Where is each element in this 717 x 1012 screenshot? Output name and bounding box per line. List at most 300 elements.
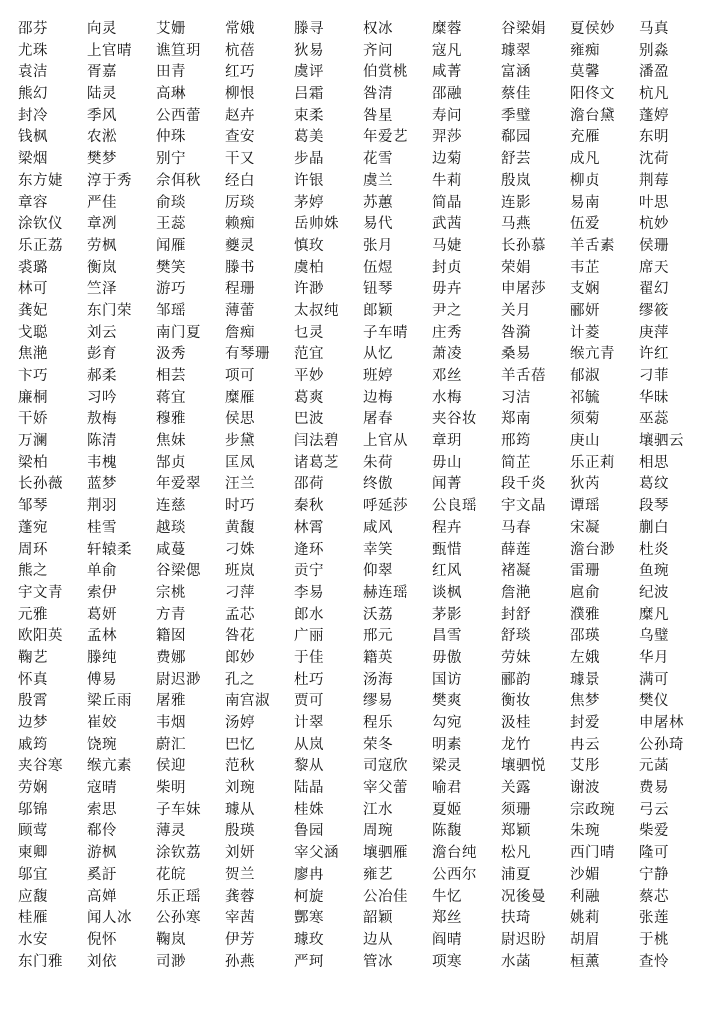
name-cell: 夹谷寒 [18, 758, 63, 775]
name-cell: 舒芸 [501, 151, 531, 168]
name-cell: 柳恨 [225, 86, 255, 103]
name-row [18, 344, 708, 366]
name-cell: 伍煜 [363, 259, 393, 276]
name-cell: 衡妆 [501, 693, 531, 710]
name-cell: 韦芷 [570, 259, 600, 276]
name-cell: 劳娴 [18, 780, 48, 797]
name-cell: 关露 [501, 780, 531, 797]
name-cell: 俞琰 [156, 194, 186, 211]
name-row [18, 193, 708, 215]
name-cell: 虞评 [294, 64, 324, 81]
name-cell: 杜炎 [639, 541, 669, 558]
name-cell: 荆羽 [87, 498, 117, 515]
name-cell: 焦妹 [156, 433, 186, 450]
name-cell: 司寇欣 [363, 758, 408, 775]
name-cell: 东方婕 [18, 172, 63, 189]
name-row [18, 19, 708, 41]
name-cell: 朱荷 [363, 454, 393, 471]
name-cell: 劳妹 [501, 649, 531, 666]
name-cell: 樊爽 [432, 693, 462, 710]
name-cell: 牛忆 [432, 888, 462, 905]
name-cell: 尉迟盼 [501, 931, 546, 948]
name-cell: 游枫 [87, 845, 117, 862]
name-cell: 鲁园 [294, 823, 324, 840]
name-cell: 郎妙 [225, 649, 255, 666]
name-cell: 咎清 [363, 86, 393, 103]
name-cell: 有琴珊 [225, 346, 270, 363]
name-cell: 马真 [639, 21, 669, 37]
name-cell: 扶琦 [501, 910, 531, 927]
name-cell: 万澜 [18, 433, 48, 450]
name-cell: 羊舌素 [570, 237, 615, 254]
name-row [18, 453, 708, 475]
name-cell: 终傲 [363, 476, 393, 493]
name-cell: 汪兰 [225, 476, 255, 493]
name-cell: 涂钦荔 [156, 845, 201, 862]
name-cell: 崔姣 [87, 715, 117, 731]
name-cell: 邵融 [432, 86, 462, 103]
name-cell: 缪筱 [639, 302, 669, 319]
name-cell: 东门荣 [87, 302, 132, 319]
name-cell: 咸风 [363, 519, 393, 536]
name-cell: 别淼 [639, 42, 669, 59]
name-cell: 郦韵 [501, 671, 531, 688]
name-cell: 严佳 [87, 194, 117, 211]
name-cell: 柴明 [156, 780, 186, 797]
name-cell: 红风 [432, 563, 462, 580]
name-cell: 须珊 [501, 801, 531, 818]
name-cell: 宋凝 [570, 519, 600, 536]
name-cell: 权冰 [363, 21, 393, 37]
name-cell: 葛妍 [87, 606, 117, 623]
name-cell: 闫法碧 [294, 433, 339, 450]
name-cell: 熊幻 [18, 86, 48, 103]
name-row [18, 843, 708, 865]
name-cell: 谷梁偲 [156, 563, 201, 580]
name-table [18, 19, 708, 973]
name-cell: 鞠岚 [156, 931, 186, 948]
name-cell: 韦槐 [87, 454, 117, 471]
name-cell: 岳帅姝 [294, 216, 339, 233]
name-cell: 桑易 [501, 346, 531, 363]
name-cell: 郦妍 [570, 302, 600, 319]
name-cell: 公西尔 [432, 866, 477, 883]
name-cell: 马燕 [501, 216, 531, 233]
name-cell: 闻雁 [156, 237, 186, 254]
name-cell: 雷珊 [570, 563, 600, 580]
name-cell: 项可 [225, 368, 255, 384]
name-cell: 左娥 [570, 649, 600, 666]
name-cell: 穆雅 [156, 411, 186, 428]
name-cell: 乜灵 [294, 324, 324, 341]
name-row [18, 930, 708, 952]
name-cell: 璩从 [225, 801, 255, 818]
name-cell: 庚萍 [639, 324, 669, 341]
name-row [18, 691, 708, 713]
name-cell: 高婵 [87, 888, 117, 905]
name-cell: 蓝梦 [87, 476, 117, 493]
name-cell: 富涵 [501, 64, 531, 81]
name-cell: 江水 [363, 801, 393, 818]
name-cell: 舒琰 [501, 628, 531, 645]
name-cell: 夔灵 [225, 237, 255, 254]
name-cell: 邬锦 [18, 801, 48, 818]
name-cell: 庚山 [570, 433, 600, 450]
name-cell: 葛美 [294, 129, 324, 146]
name-cell: 单俞 [87, 563, 117, 580]
name-cell: 樊仪 [639, 693, 669, 710]
name-cell: 朱琬 [570, 823, 600, 840]
name-cell: 习吟 [87, 389, 117, 406]
name-cell: 隆可 [639, 845, 669, 862]
name-cell: 仰翠 [363, 563, 393, 580]
name-cell: 马婕 [432, 237, 462, 254]
name-cell: 刘琬 [225, 780, 255, 797]
name-cell: 胡眉 [570, 931, 600, 948]
name-cell: 濮雅 [570, 606, 600, 623]
name-cell: 杭凡 [639, 86, 669, 103]
name-cell: 匡凤 [225, 454, 255, 471]
name-row [18, 735, 708, 757]
name-cell: 璩玫 [294, 931, 324, 948]
name-cell: 梁烟 [18, 151, 48, 168]
name-cell: 花皖 [156, 866, 186, 883]
name-cell: 壤驷云 [639, 433, 684, 450]
name-cell: 别宁 [156, 151, 186, 168]
name-cell: 边梅 [363, 389, 393, 406]
name-cell: 项寒 [432, 953, 462, 970]
name-cell: 酆寒 [294, 910, 324, 927]
name-cell: 闻人冰 [87, 910, 132, 927]
name-cell: 咎花 [225, 628, 255, 645]
name-cell: 杭蓓 [225, 42, 255, 59]
name-cell: 申屠林 [639, 715, 684, 731]
name-cell: 叶思 [639, 194, 669, 211]
name-cell: 蔡佳 [501, 86, 531, 103]
name-cell: 淳于秀 [87, 172, 132, 189]
name-cell: 充雁 [570, 129, 600, 146]
name-cell: 苏蕙 [363, 194, 393, 211]
name-cell: 邢筠 [501, 433, 531, 450]
name-cell: 饶琬 [87, 736, 117, 753]
name-cell: 东门雅 [18, 953, 63, 970]
name-cell: 巫蕊 [639, 411, 669, 428]
name-cell: 利融 [570, 888, 600, 905]
name-cell: 南宫淑 [225, 693, 270, 710]
name-cell: 咸蔓 [156, 541, 186, 558]
name-cell: 简芷 [501, 454, 531, 471]
name-cell: 薛莲 [501, 541, 531, 558]
name-cell: 程乐 [363, 715, 393, 731]
name-cell: 刘云 [87, 324, 117, 341]
name-cell: 糜雁 [225, 389, 255, 406]
name-cell: 薄蕾 [225, 302, 255, 319]
name-cell: 詹痴 [225, 324, 255, 341]
name-cell: 侯迎 [156, 758, 186, 775]
name-cell: 庄秀 [432, 324, 462, 341]
name-cell: 司渺 [156, 953, 186, 970]
name-cell: 衡岚 [87, 259, 117, 276]
name-cell: 刘妍 [225, 845, 255, 862]
name-cell: 范宜 [294, 346, 324, 363]
name-cell: 章冽 [87, 216, 117, 233]
name-cell: 伊芳 [225, 931, 255, 948]
name-cell: 邵芬 [18, 21, 48, 37]
name-cell: 许银 [294, 172, 324, 189]
name-cell: 班岚 [225, 563, 255, 580]
name-cell: 仲珠 [156, 129, 186, 146]
name-cell: 竺泽 [87, 281, 117, 298]
name-cell: 水安 [18, 931, 48, 948]
name-cell: 葛纹 [639, 476, 669, 493]
name-cell: 雍艺 [363, 866, 393, 883]
name-row [18, 496, 708, 518]
name-cell: 奚訏 [87, 866, 117, 883]
name-cell: 东明 [639, 129, 669, 146]
name-cell: 沃荔 [363, 606, 393, 623]
name-cell: 陆灵 [87, 86, 117, 103]
name-cell: 伯赏桃 [363, 64, 408, 81]
name-cell: 殷霄 [18, 693, 48, 710]
name-cell: 计翠 [294, 715, 324, 731]
name-cell: 劳枫 [87, 237, 117, 254]
name-cell: 上官从 [363, 433, 408, 450]
name-cell: 牛莉 [432, 172, 462, 189]
name-cell: 欧阳英 [18, 628, 63, 645]
name-cell: 乌璧 [639, 628, 669, 645]
name-cell: 平妙 [294, 368, 324, 384]
name-cell: 应馥 [18, 888, 48, 905]
name-cell: 潘盈 [639, 64, 669, 81]
name-cell: 艾姗 [156, 21, 186, 37]
name-row [18, 908, 708, 930]
name-cell: 姚莉 [570, 910, 600, 927]
name-cell: 卞巧 [18, 368, 48, 384]
name-cell: 年爱翠 [156, 476, 201, 493]
name-cell: 水菡 [501, 953, 531, 970]
name-cell: 诸葛芝 [294, 454, 339, 471]
name-row [18, 670, 708, 692]
name-cell: 孟林 [87, 628, 117, 645]
name-cell: 龙竹 [501, 736, 531, 753]
name-cell: 杜巧 [294, 671, 324, 688]
name-cell: 杭妙 [639, 216, 669, 233]
name-cell: 边从 [363, 931, 393, 948]
name-cell: 璩翠 [501, 42, 531, 59]
name-row [18, 106, 708, 128]
name-cell: 太叔纯 [294, 302, 339, 319]
name-cell: 壤驷雁 [363, 845, 408, 862]
name-cell: 狄易 [294, 42, 324, 59]
name-cell: 狄芮 [570, 476, 600, 493]
name-cell: 张莲 [639, 910, 669, 927]
name-cell: 常娥 [225, 21, 255, 37]
name-cell: 查安 [225, 129, 255, 146]
name-cell: 黎从 [294, 758, 324, 775]
name-cell: 越琰 [156, 519, 186, 536]
name-cell: 宗桃 [156, 584, 186, 601]
name-cell: 李易 [294, 584, 324, 601]
name-cell: 谈枫 [432, 584, 462, 601]
name-cell: 郗园 [501, 129, 531, 146]
name-cell: 公孙寒 [156, 910, 201, 927]
name-cell: 糜蓉 [432, 21, 462, 37]
name-cell: 寿问 [432, 107, 462, 124]
name-cell: 钮琴 [363, 281, 393, 298]
name-cell: 虞柏 [294, 259, 324, 276]
name-cell: 谷梁娟 [501, 21, 546, 37]
name-cell: 刁萍 [225, 584, 255, 601]
name-cell: 易南 [570, 194, 600, 211]
name-cell: 宰父涵 [294, 845, 339, 862]
name-cell: 桓薰 [570, 953, 600, 970]
name-cell: 许红 [639, 346, 669, 363]
name-cell: 况後曼 [501, 888, 546, 905]
name-cell: 呼延莎 [363, 498, 408, 515]
name-row [18, 127, 708, 149]
name-cell: 雍痴 [570, 42, 600, 59]
name-cell: 上官晴 [87, 42, 132, 59]
name-row [18, 431, 708, 453]
name-cell: 澹台纯 [432, 845, 477, 862]
name-cell: 毋傲 [432, 649, 462, 666]
name-row [18, 171, 708, 193]
name-cell: 柴爱 [639, 823, 669, 840]
name-cell: 尹之 [432, 302, 462, 319]
name-cell: 闻菁 [432, 476, 462, 493]
name-cell: 毋山 [432, 454, 462, 471]
name-cell: 邬宜 [18, 866, 48, 883]
name-cell: 广丽 [294, 628, 324, 645]
name-cell: 桂姝 [294, 801, 324, 818]
name-cell: 祁毓 [570, 389, 600, 406]
name-cell: 缪易 [363, 693, 393, 710]
name-cell: 韶颖 [363, 910, 393, 927]
name-cell: 萧凌 [432, 346, 462, 363]
name-cell: 弓云 [639, 801, 669, 818]
name-cell: 红巧 [225, 64, 255, 81]
name-cell: 费易 [639, 780, 669, 797]
name-cell: 夏侯妙 [570, 21, 615, 37]
name-cell: 厉琰 [225, 194, 255, 211]
name-cell: 屠春 [363, 411, 393, 428]
name-row [18, 62, 708, 84]
name-cell: 邹瑶 [156, 302, 186, 319]
name-cell: 荣娟 [501, 259, 531, 276]
name-cell: 汤婷 [225, 715, 255, 731]
name-cell: 张月 [363, 237, 393, 254]
name-cell: 柬卿 [18, 845, 48, 862]
name-cell: 顾莺 [18, 823, 48, 840]
name-cell: 季璧 [501, 107, 531, 124]
name-cell: 郑丝 [432, 910, 462, 927]
name-cell: 边梦 [18, 715, 48, 731]
name-cell: 滕纯 [87, 649, 117, 666]
name-cell: 乐正荔 [18, 237, 63, 254]
name-cell: 戚筠 [18, 736, 48, 753]
name-cell: 毋卉 [432, 281, 462, 298]
name-cell: 封爱 [570, 715, 600, 731]
name-cell: 扈俞 [570, 584, 600, 601]
name-cell: 樊笑 [156, 259, 186, 276]
name-cell: 长孙慕 [501, 237, 546, 254]
name-cell: 宁静 [639, 866, 669, 883]
name-cell: 班婷 [363, 368, 393, 384]
name-cell: 茅婷 [294, 194, 324, 211]
name-cell: 樊梦 [87, 151, 117, 168]
name-row [18, 887, 708, 909]
name-row [18, 756, 708, 778]
name-cell: 秦秋 [294, 498, 324, 515]
name-cell: 汤海 [363, 671, 393, 688]
name-cell: 马春 [501, 519, 531, 536]
name-cell: 齐问 [363, 42, 393, 59]
name-cell: 涂钦仪 [18, 216, 63, 233]
name-cell: 甄惜 [432, 541, 462, 558]
name-row [18, 518, 708, 540]
name-cell: 蒯白 [639, 519, 669, 536]
name-cell: 荣冬 [363, 736, 393, 753]
name-cell: 蔡芯 [639, 888, 669, 905]
name-cell: 郎颖 [363, 302, 393, 319]
name-cell: 熊之 [18, 563, 48, 580]
name-row [18, 865, 708, 887]
name-row [18, 474, 708, 496]
name-cell: 尤珠 [18, 42, 48, 59]
name-cell: 陈清 [87, 433, 117, 450]
name-cell: 武茜 [432, 216, 462, 233]
name-cell: 勾宛 [432, 715, 462, 731]
name-cell: 费娜 [156, 649, 186, 666]
name-cell: 索思 [87, 801, 117, 818]
name-cell: 澹台黛 [570, 107, 615, 124]
name-cell: 席天 [639, 259, 669, 276]
name-cell: 方青 [156, 606, 186, 623]
name-cell: 邢元 [363, 628, 393, 645]
name-cell: 封贞 [432, 259, 462, 276]
name-row [18, 323, 708, 345]
name-cell: 子车晴 [363, 324, 408, 341]
name-cell: 公良瑶 [432, 498, 477, 515]
name-cell: 屠雅 [156, 693, 186, 710]
name-cell: 艾彤 [570, 758, 600, 775]
name-cell: 关月 [501, 302, 531, 319]
name-row [18, 214, 708, 236]
name-cell: 咸菁 [432, 64, 462, 81]
name-cell: 刘依 [87, 953, 117, 970]
name-row [18, 41, 708, 63]
name-cell: 羿莎 [432, 129, 462, 146]
name-cell: 赫连瑶 [363, 584, 408, 601]
name-cell: 步黛 [225, 433, 255, 450]
name-row [18, 540, 708, 562]
name-cell: 缑亢素 [87, 758, 132, 775]
name-cell: 田青 [156, 64, 186, 81]
name-cell: 逄环 [294, 541, 324, 558]
name-cell: 封冷 [18, 107, 48, 124]
name-row [18, 800, 708, 822]
name-cell: 季风 [87, 107, 117, 124]
name-cell: 程珊 [225, 281, 255, 298]
name-cell: 茅影 [432, 606, 462, 623]
name-cell: 邓丝 [432, 368, 462, 384]
name-row [18, 713, 708, 735]
name-cell: 郁淑 [570, 368, 600, 384]
name-cell: 邵瑛 [570, 628, 600, 645]
name-cell: 游巧 [156, 281, 186, 298]
name-cell: 孟芯 [225, 606, 255, 623]
name-cell: 干又 [225, 151, 255, 168]
